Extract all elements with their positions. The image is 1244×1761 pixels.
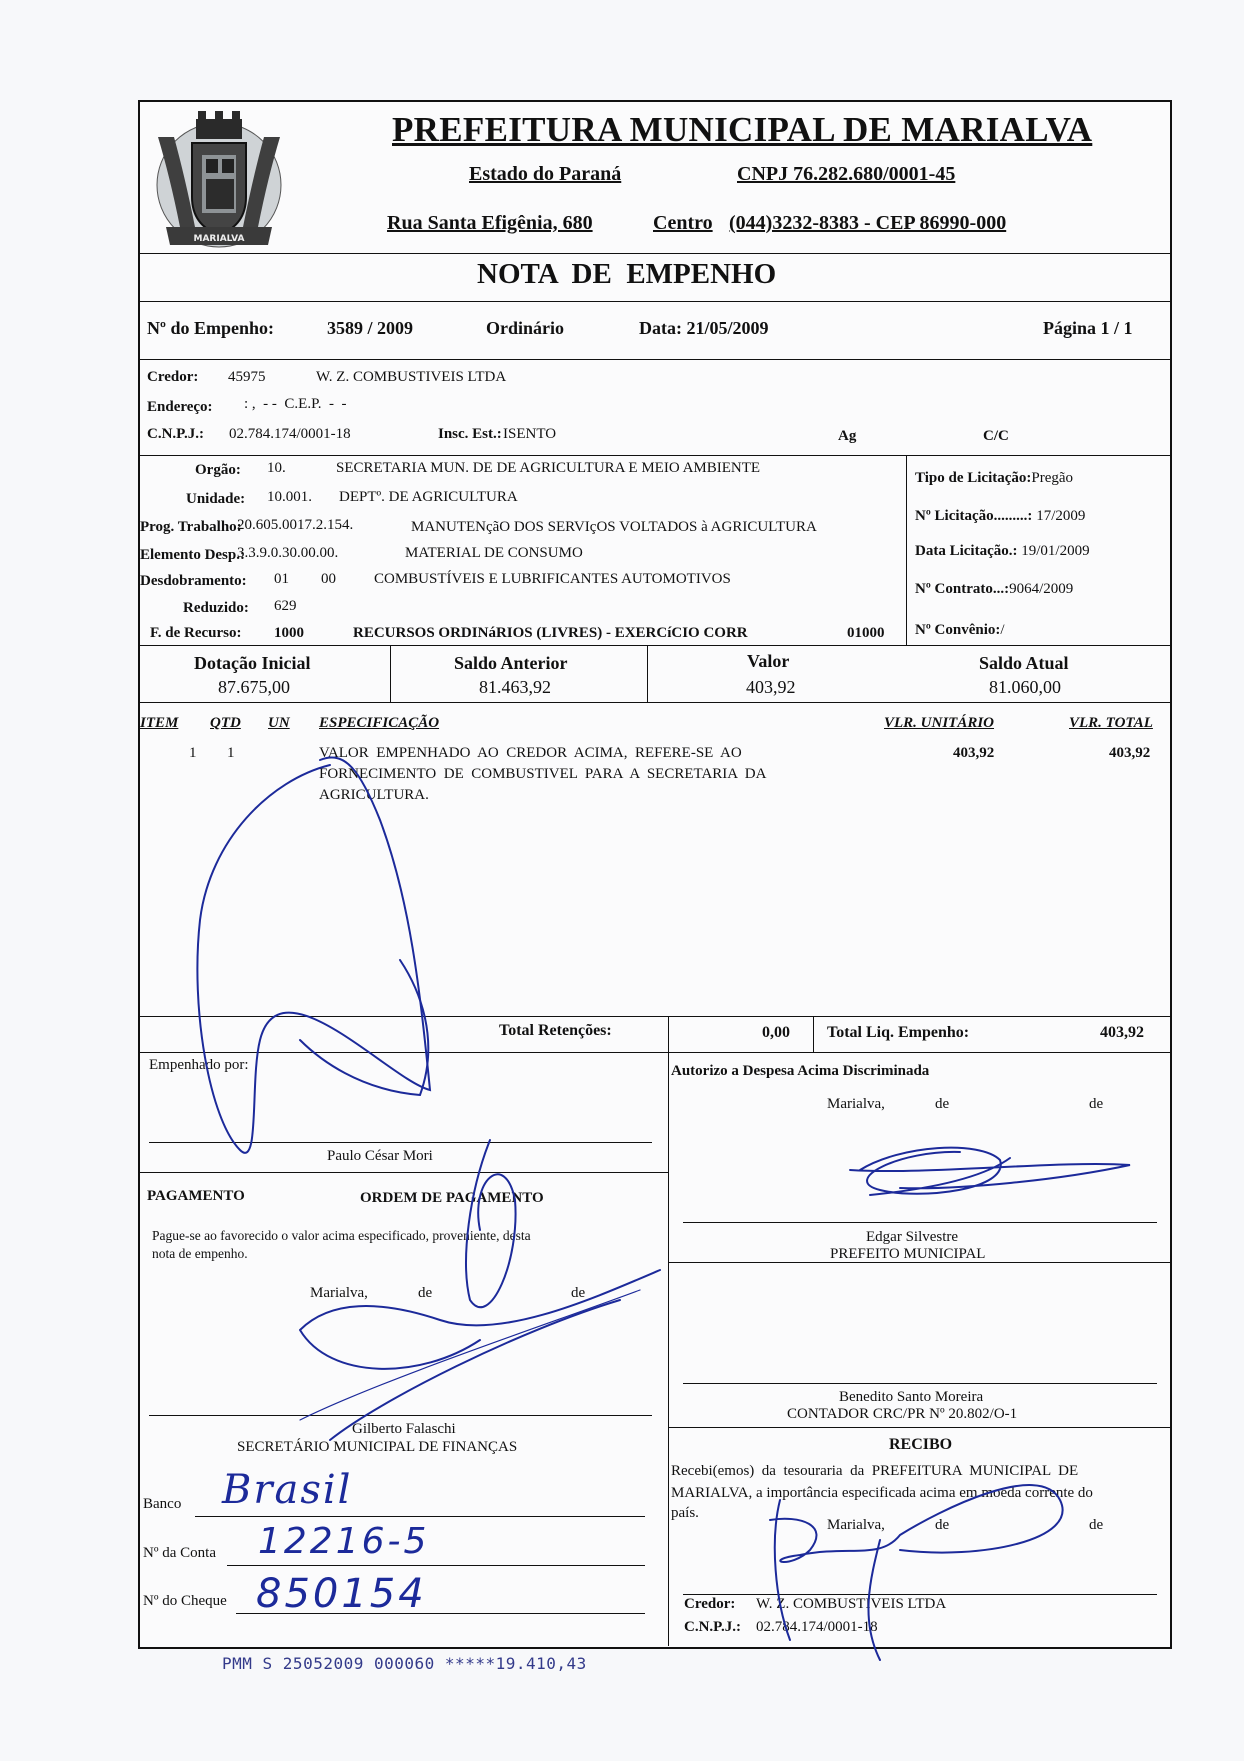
contrato-value: 9064/2009 xyxy=(1009,581,1074,597)
doc-title: NOTA DE EMPENHO xyxy=(477,258,777,290)
credor-name: W. Z. COMBUSTIVEIS LTDA xyxy=(316,369,507,385)
handwritten-conta: 12216-5 xyxy=(258,1521,430,1562)
recibo-title: RECIBO xyxy=(889,1436,953,1453)
orgao-value: SECRETARIA MUN. DE DE AGRICULTURA E MEIO AMBIENTE xyxy=(336,460,761,476)
contrato-label: Nº Contrato...: xyxy=(915,581,1010,597)
dotacao-value: 87.675,00 xyxy=(218,677,290,697)
item-number: 1 xyxy=(189,745,197,761)
recibo-cnpj-value: 02.784.174/0001-18 xyxy=(756,1619,878,1635)
dotacao-label: Dotação Inicial xyxy=(194,653,311,673)
page-number: Página 1 / 1 xyxy=(1043,318,1133,338)
recibo-de2: de xyxy=(1089,1517,1104,1533)
municipal-crest-logo xyxy=(150,107,288,259)
data-licitacao-value: 19/01/2009 xyxy=(1021,543,1090,559)
recibo-credor-name: W. Z. COMBUSTIVEIS LTDA xyxy=(756,1596,947,1612)
ordem-pagamento-label: ORDEM DE PAGAMENTO xyxy=(360,1190,544,1206)
pagamento-city: Marialva, xyxy=(310,1285,368,1301)
convenio-value: / xyxy=(1000,622,1005,638)
recurso-value: RECURSOS ORDINáRIOS (LIVRES) - EXERCíCIO CORR xyxy=(353,625,748,641)
header-phone-cep: (044)3232-8383 - CEP 86990-000 xyxy=(729,212,1007,234)
processing-stamp: PMM S 25052009 000060 *****19.410,43 xyxy=(222,1654,587,1673)
unidade-label: Unidade: xyxy=(186,491,246,507)
saldo-anterior-label: Saldo Anterior xyxy=(454,653,568,673)
secretario-name: Gilberto Falaschi xyxy=(352,1421,456,1437)
liq-empenho-value: 403,92 xyxy=(1100,1024,1144,1041)
empenhado-name: Paulo César Mori xyxy=(327,1148,433,1164)
pagamento-de1: de xyxy=(418,1285,433,1301)
prog-label: Prog. Trabalho: xyxy=(140,519,242,535)
tipo-licitacao-label: Tipo de Licitação: xyxy=(915,470,1032,486)
item-description-line3: AGRICULTURA. xyxy=(319,787,429,803)
desdob-b: 00 xyxy=(321,571,336,587)
col-vlr-unitario: VLR. UNITÁRIO xyxy=(884,715,995,731)
empenho-date: Data: 21/05/2009 xyxy=(639,318,769,338)
orgao-label: Orgão: xyxy=(195,462,241,478)
cc-label: C/C xyxy=(983,428,1009,444)
unidade-code: 10.001. xyxy=(267,489,312,505)
recibo-cnpj-label: C.N.P.J.: xyxy=(684,1619,741,1635)
item-description-line1: VALOR EMPENHADO AO CREDOR ACIMA, REFERE-SE AO xyxy=(319,745,742,761)
num-licitacao-value: 17/2009 xyxy=(1036,508,1086,524)
credor-code: 45975 xyxy=(228,369,266,385)
recibo-city: Marialva, xyxy=(827,1517,885,1533)
conta-label: Nº da Conta xyxy=(143,1545,216,1561)
recibo-text-line1: Recebi(emos) da tesouraria da PREFEITURA MUNICIPAL DE xyxy=(671,1463,1079,1479)
endereco-label: Endereço: xyxy=(147,399,213,415)
cnpj-label: C.N.P.J.: xyxy=(147,426,204,442)
reduzido-label: Reduzido: xyxy=(183,600,249,616)
autorizo-de1: de xyxy=(935,1096,950,1112)
empenho-label: Nº do Empenho: xyxy=(147,318,274,338)
insc-label: Insc. Est.: xyxy=(438,426,502,442)
prefeito-name: Edgar Silvestre xyxy=(866,1229,959,1245)
saldo-atual-label: Saldo Atual xyxy=(979,653,1069,673)
elemento-code: 3.3.9.0.30.00.00. xyxy=(237,545,339,561)
insc-value: ISENTO xyxy=(503,426,557,442)
elemento-label: Elemento Desp.: xyxy=(140,547,245,563)
contador-name: Benedito Santo Moreira xyxy=(839,1389,984,1405)
saldo-anterior-value: 81.463,92 xyxy=(479,677,551,697)
liq-empenho-label: Total Liq. Empenho: xyxy=(827,1024,970,1041)
col-qtd: QTD xyxy=(210,715,241,731)
recibo-text-line2: MARIALVA, a importância especificada acima em moeda corrente do xyxy=(671,1485,1093,1501)
pagamento-text-line1: Pague-se ao favorecido o valor acima especificado, proveniente, desta xyxy=(152,1228,531,1243)
recurso-label: F. de Recurso: xyxy=(150,625,242,641)
pagamento-de2: de xyxy=(571,1285,586,1301)
autorizo-de2: de xyxy=(1089,1096,1104,1112)
recibo-text-line3: país. xyxy=(671,1505,699,1521)
header-address: Rua Santa Efigênia, 680 xyxy=(387,212,593,234)
desdob-label: Desdobramento: xyxy=(140,573,247,589)
unidade-value: DEPTº. DE AGRICULTURA xyxy=(339,489,518,505)
orgao-code: 10. xyxy=(267,460,286,476)
item-qtd: 1 xyxy=(227,745,235,761)
header-district: Centro xyxy=(653,212,713,234)
page-title: PREFEITURA MUNICIPAL DE MARIALVA xyxy=(392,110,1093,149)
col-un: UN xyxy=(268,715,290,731)
col-vlr-total: VLR. TOTAL xyxy=(1069,715,1153,731)
empenho-type: Ordinário xyxy=(486,318,565,338)
elemento-value: MATERIAL DE CONSUMO xyxy=(405,545,583,561)
endereco-value: : , - - C.E.P. - - xyxy=(244,396,347,412)
handwritten-banco: Brasil xyxy=(222,1467,353,1513)
banco-label: Banco xyxy=(143,1496,182,1512)
convenio-label: Nº Convênio: xyxy=(915,622,1001,638)
pagamento-label: PAGAMENTO xyxy=(147,1188,245,1204)
data-licitacao-label: Data Licitação.: xyxy=(915,543,1018,559)
header-state: Estado do Paraná xyxy=(469,163,622,185)
retencoes-label: Total Retenções: xyxy=(499,1022,612,1039)
autorizo-label: Autorizo a Despesa Acima Discriminada xyxy=(671,1063,930,1079)
prog-value: MANUTENçãO DOS SERVIçOS VOLTADOS à AGRICULTURA xyxy=(411,519,817,535)
crest-text: MARIALVA xyxy=(193,234,245,244)
pagamento-text-line2: nota de empenho. xyxy=(152,1246,248,1261)
recurso-number: 01000 xyxy=(847,625,885,641)
recibo-credor-label: Credor: xyxy=(684,1596,736,1612)
desdob-value: COMBUSTÍVEIS E LUBRIFICANTES AUTOMOTIVOS xyxy=(374,571,731,587)
crest-icon xyxy=(150,107,288,259)
desdob-a: 01 xyxy=(274,571,289,587)
col-item: ITEM xyxy=(140,715,179,731)
retencoes-value: 0,00 xyxy=(762,1024,790,1041)
cheque-label: Nº do Cheque xyxy=(143,1593,227,1609)
credor-label: Credor: xyxy=(147,369,199,385)
item-vlr-unitario: 403,92 xyxy=(953,745,995,761)
recibo-de1: de xyxy=(935,1517,950,1533)
recurso-code: 1000 xyxy=(274,625,304,641)
empenho-number: 3589 / 2009 xyxy=(327,318,414,338)
empenhado-label: Empenhado por: xyxy=(149,1057,249,1073)
contador-role: CONTADOR CRC/PR Nº 20.802/O-1 xyxy=(787,1406,1018,1422)
item-vlr-total: 403,92 xyxy=(1109,745,1151,761)
credor-cnpj: 02.784.174/0001-18 xyxy=(229,426,351,442)
num-licitacao-label: Nº Licitação.........: xyxy=(915,508,1033,524)
header-cnpj: CNPJ 76.282.680/0001-45 xyxy=(737,163,956,185)
prefeito-role: PREFEITO MUNICIPAL xyxy=(830,1246,986,1262)
autorizo-city: Marialva, xyxy=(827,1096,885,1112)
prog-code: 20.605.0017.2.154. xyxy=(237,517,354,533)
ag-label: Ag xyxy=(838,428,857,444)
secretario-role: SECRETÁRIO MUNICIPAL DE FINANÇAS xyxy=(237,1439,518,1455)
handwritten-cheque: 850154 xyxy=(256,1571,427,1617)
col-especificacao: ESPECIFICAÇÃO xyxy=(319,715,440,731)
valor-value: 403,92 xyxy=(746,677,796,697)
saldo-atual-value: 81.060,00 xyxy=(989,677,1061,697)
reduzido-value: 629 xyxy=(274,598,297,614)
valor-label: Valor xyxy=(747,651,790,671)
tipo-licitacao-value: Pregão xyxy=(1031,470,1074,486)
item-description-line2: FORNECIMENTO DE COMBUSTIVEL PARA A SECRETARIA DA xyxy=(319,766,767,782)
